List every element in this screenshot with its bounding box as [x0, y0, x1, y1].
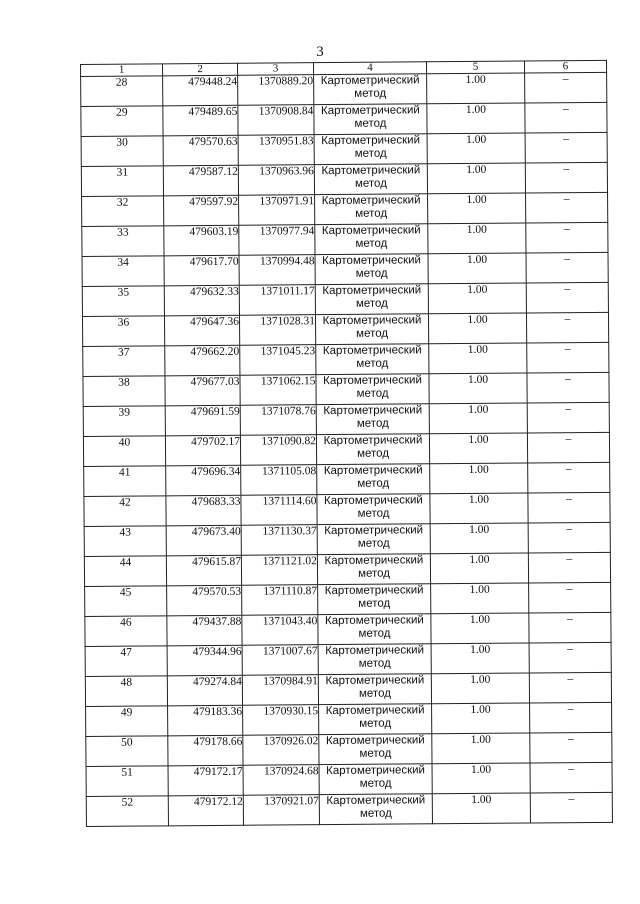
accuracy-cell: 1.00	[428, 313, 526, 344]
y-coordinate-cell: 1371078.76	[240, 405, 316, 436]
point-number-cell: 33	[82, 226, 164, 257]
x-coordinate-cell: 479489.65	[163, 105, 238, 136]
table-row	[83, 342, 609, 376]
table-row	[85, 612, 611, 646]
note-cell: –	[527, 372, 609, 403]
column-header-1: 1	[81, 64, 163, 77]
accuracy-cell: 1.00	[430, 553, 528, 584]
note-cell: –	[528, 462, 610, 493]
table-row	[86, 702, 612, 736]
accuracy-cell: 1.00	[432, 733, 530, 764]
y-coordinate-cell: 1371062.15	[240, 375, 316, 406]
y-coordinate-cell: 1370994.48	[239, 255, 315, 286]
note-cell: –	[527, 432, 609, 463]
x-coordinate-cell: 479677.03	[165, 375, 240, 406]
page-number: 3	[316, 44, 324, 60]
point-number-cell: 35	[82, 286, 164, 317]
note-cell: –	[528, 522, 610, 553]
y-coordinate-cell: 1371105.08	[241, 465, 317, 496]
method-cell: Картометрический метод	[319, 704, 432, 735]
point-number-cell: 28	[81, 76, 163, 107]
column-header-3: 3	[237, 63, 313, 76]
table-row	[82, 222, 608, 256]
x-coordinate-cell: 479683.33	[166, 495, 241, 526]
y-coordinate-cell: 1370984.91	[242, 675, 318, 706]
point-number-cell: 38	[83, 376, 165, 407]
table-row	[81, 132, 607, 166]
method-cell: Картометрический метод	[318, 614, 431, 645]
y-coordinate-cell: 1371121.02	[241, 555, 317, 586]
y-coordinate-cell: 1370951.83	[238, 135, 314, 166]
method-cell: Картометрический метод	[315, 254, 428, 285]
point-number-cell: 47	[85, 646, 167, 677]
table-row	[82, 252, 608, 286]
method-cell: Картометрический метод	[318, 674, 431, 705]
method-cell: Картометрический метод	[316, 404, 429, 435]
accuracy-cell: 1.00	[429, 373, 527, 404]
note-cell: –	[529, 612, 611, 643]
accuracy-cell: 1.00	[428, 253, 526, 284]
method-cell: Картометрический метод	[316, 434, 429, 465]
method-cell: Картометрический метод	[318, 584, 431, 615]
accuracy-cell: 1.00	[430, 463, 528, 494]
point-number-cell: 51	[86, 766, 168, 797]
y-coordinate-cell: 1371028.31	[239, 315, 315, 346]
note-cell: –	[525, 102, 607, 133]
point-number-cell: 36	[82, 316, 164, 347]
table-row	[81, 72, 607, 106]
table-row	[86, 792, 612, 826]
method-cell: Картометрический метод	[314, 134, 427, 165]
table-row	[84, 492, 610, 526]
accuracy-cell: 1.00	[427, 133, 525, 164]
x-coordinate-cell: 479617.70	[164, 255, 239, 286]
accuracy-cell: 1.00	[429, 433, 527, 464]
method-cell: Картометрический метод	[316, 344, 429, 375]
x-coordinate-cell: 479673.40	[166, 525, 241, 556]
point-number-cell: 32	[82, 196, 164, 227]
point-number-cell: 48	[85, 676, 167, 707]
point-number-cell: 34	[82, 256, 164, 287]
note-cell: –	[527, 342, 609, 373]
accuracy-cell: 1.00	[428, 223, 526, 254]
accuracy-cell: 1.00	[432, 763, 530, 794]
method-cell: Картометрический метод	[318, 644, 431, 675]
x-coordinate-cell: 479570.53	[167, 585, 242, 616]
note-cell: –	[528, 492, 610, 523]
point-number-cell: 42	[84, 496, 166, 527]
point-number-cell: 52	[86, 796, 168, 827]
accuracy-cell: 1.00	[429, 403, 527, 434]
table-row	[83, 432, 609, 466]
x-coordinate-cell: 479448.24	[163, 75, 238, 106]
point-number-cell: 49	[86, 706, 168, 737]
note-cell: –	[528, 552, 610, 583]
accuracy-cell: 1.00	[431, 613, 529, 644]
accuracy-cell: 1.00	[431, 643, 529, 674]
note-cell: –	[526, 252, 608, 283]
table-row	[81, 162, 607, 196]
y-coordinate-cell: 1370926.02	[243, 735, 319, 766]
table-row	[83, 402, 609, 436]
accuracy-cell: 1.00	[428, 283, 526, 314]
accuracy-cell: 1.00	[431, 583, 529, 614]
note-cell: –	[530, 762, 612, 793]
y-coordinate-cell: 1370889.20	[238, 75, 314, 106]
y-coordinate-cell: 1371114.60	[241, 495, 317, 526]
x-coordinate-cell: 479702.17	[165, 435, 240, 466]
accuracy-cell: 1.00	[427, 103, 525, 134]
point-number-cell: 44	[84, 556, 166, 587]
accuracy-cell: 1.00	[427, 163, 525, 194]
method-cell: Картометрический метод	[315, 284, 428, 315]
point-number-cell: 39	[83, 406, 165, 437]
y-coordinate-cell: 1371011.17	[239, 285, 315, 316]
method-cell: Картометрический метод	[315, 224, 428, 255]
note-cell: –	[525, 132, 607, 163]
column-header-2: 2	[163, 63, 238, 76]
y-coordinate-cell: 1370963.96	[238, 165, 314, 196]
point-number-cell: 40	[83, 436, 165, 467]
table-row	[84, 462, 610, 496]
x-coordinate-cell: 479570.63	[163, 135, 238, 166]
x-coordinate-cell: 479178.66	[168, 735, 243, 766]
x-coordinate-cell: 479603.19	[164, 225, 239, 256]
y-coordinate-cell: 1371130.37	[241, 525, 317, 556]
point-number-cell: 46	[85, 616, 167, 647]
table-row	[84, 522, 610, 556]
table-body	[81, 72, 613, 826]
y-coordinate-cell: 1370977.94	[239, 225, 315, 256]
note-cell: –	[526, 192, 608, 223]
table-row	[85, 642, 611, 676]
point-number-cell: 30	[81, 136, 163, 167]
table-row	[84, 552, 610, 586]
accuracy-cell: 1.00	[432, 703, 530, 734]
note-cell: –	[529, 672, 611, 703]
x-coordinate-cell: 479437.88	[167, 615, 242, 646]
accuracy-cell: 1.00	[430, 493, 528, 524]
table-row	[81, 102, 607, 136]
table-row	[82, 312, 608, 346]
y-coordinate-cell: 1371007.67	[242, 645, 318, 676]
method-cell: Картометрический метод	[317, 524, 430, 555]
table-row	[85, 672, 611, 706]
table-row	[85, 582, 611, 616]
table-row	[82, 192, 608, 226]
note-cell: –	[526, 312, 608, 343]
y-coordinate-cell: 1370908.84	[238, 105, 314, 136]
x-coordinate-cell: 479344.96	[167, 645, 242, 676]
x-coordinate-cell: 479647.36	[164, 315, 239, 346]
accuracy-cell: 1.00	[430, 523, 528, 554]
note-cell: –	[527, 402, 609, 433]
column-header-5: 5	[426, 61, 524, 74]
accuracy-cell: 1.00	[431, 673, 529, 704]
method-cell: Картометрический метод	[317, 554, 430, 585]
method-cell: Картометрический метод	[315, 194, 428, 225]
method-cell: Картометрический метод	[314, 164, 427, 195]
method-cell: Картометрический метод	[315, 314, 428, 345]
x-coordinate-cell: 479274.84	[167, 675, 242, 706]
accuracy-cell: 1.00	[432, 793, 530, 824]
note-cell: –	[526, 282, 608, 313]
note-cell: –	[530, 732, 612, 763]
accuracy-cell: 1.00	[428, 193, 526, 224]
method-cell: Картометрический метод	[319, 764, 432, 795]
accuracy-cell: 1.00	[427, 73, 525, 104]
x-coordinate-cell: 479597.92	[164, 195, 239, 226]
x-coordinate-cell: 479172.12	[168, 795, 243, 826]
y-coordinate-cell: 1371043.40	[242, 615, 318, 646]
point-number-cell: 29	[81, 106, 163, 137]
y-coordinate-cell: 1370930.15	[243, 705, 319, 736]
method-cell: Картометрический метод	[319, 734, 432, 765]
note-cell: –	[525, 162, 607, 193]
y-coordinate-cell: 1370921.07	[243, 795, 319, 826]
method-cell: Картометрический метод	[317, 464, 430, 495]
y-coordinate-cell: 1371110.87	[242, 585, 318, 616]
note-cell: –	[526, 222, 608, 253]
x-coordinate-cell: 479662.20	[165, 345, 240, 376]
note-cell: –	[525, 72, 607, 103]
column-header-4: 4	[313, 62, 426, 75]
x-coordinate-cell: 479696.34	[166, 465, 241, 496]
table-row	[83, 372, 609, 406]
point-number-cell: 37	[83, 346, 165, 377]
x-coordinate-cell: 479691.59	[165, 405, 240, 436]
note-cell: –	[530, 792, 612, 823]
note-cell: –	[529, 582, 611, 613]
y-coordinate-cell: 1371090.82	[240, 435, 316, 466]
table-row	[86, 732, 612, 766]
point-number-cell: 45	[85, 586, 167, 617]
point-number-cell: 41	[84, 466, 166, 497]
method-cell: Картометрический метод	[317, 494, 430, 525]
method-cell: Картометрический метод	[314, 104, 427, 135]
note-cell: –	[529, 642, 611, 673]
y-coordinate-cell: 1370971.91	[239, 195, 315, 226]
method-cell: Картометрический метод	[319, 794, 432, 825]
y-coordinate-cell: 1371045.23	[240, 345, 316, 376]
point-number-cell: 31	[81, 166, 163, 197]
note-cell: –	[530, 702, 612, 733]
method-cell: Картометрический метод	[314, 74, 427, 105]
column-header-6: 6	[524, 60, 606, 73]
coordinates-table	[80, 60, 613, 827]
point-number-cell: 43	[84, 526, 166, 557]
x-coordinate-cell: 479172.17	[168, 765, 243, 796]
y-coordinate-cell: 1370924.68	[243, 765, 319, 796]
point-number-cell: 50	[86, 736, 168, 767]
x-coordinate-cell: 479587.12	[163, 165, 238, 196]
accuracy-cell: 1.00	[429, 343, 527, 374]
table-row	[82, 282, 608, 316]
table-row	[86, 762, 612, 796]
x-coordinate-cell: 479183.36	[168, 705, 243, 736]
method-cell: Картометрический метод	[316, 374, 429, 405]
x-coordinate-cell: 479615.87	[166, 555, 241, 586]
x-coordinate-cell: 479632.33	[164, 285, 239, 316]
